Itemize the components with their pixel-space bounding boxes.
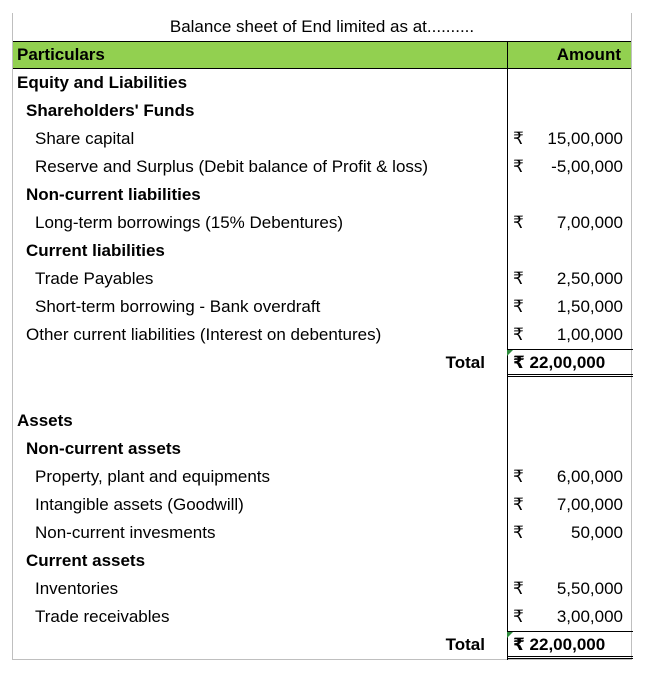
rupee-symbol: ₹ [513,607,524,626]
assets-total-value: ₹ 22,00,000 [513,635,606,654]
short-term-borrowing-amount [513,293,623,321]
rupee-symbol: ₹ [513,523,524,542]
share-capital-amount [513,125,623,153]
ppe-row [13,463,631,491]
liabilities-total-value: ₹ 22,00,000 [513,353,606,372]
shareholders-funds-heading: Shareholders' Funds [26,101,195,120]
sheet-title: Balance sheet of End limited as at.......... [169,17,475,36]
liabilities-total-row [13,349,631,377]
trade-payables-value: 2,50,000 [556,269,623,288]
intangible-row [13,491,631,519]
other-current-liabilities-value: 1,00,000 [556,325,623,344]
long-term-borrowings-label: Long-term borrowings (15% Debentures) [35,213,344,232]
trade-payables-row [13,265,631,293]
equity-liabilities-heading: Equity and Liabilities [17,73,188,92]
non-current-assets-row [13,435,631,463]
investments-row [13,519,631,547]
investments-value: 50,000 [571,523,623,542]
assets-total-row [13,631,631,659]
other-current-liabilities-amount [513,321,623,349]
long-term-borrowings-value: 7,00,000 [556,213,623,232]
header-row [13,41,631,69]
intangible-value: 7,00,000 [556,495,623,514]
receivables-label: Trade receivables [35,607,170,626]
investments-amount [513,519,623,547]
trade-payables-amount [513,265,623,293]
inventories-label: Inventories [35,579,119,598]
current-liabilities-heading: Current liabilities [26,241,165,260]
rupee-symbol: ₹ [513,213,524,232]
reserve-surplus-value: -5,00,000 [551,157,623,176]
other-current-liabilities-label: Other current liabilities (Interest on debentures) [26,325,382,344]
investments-label: Non-current invesments [35,523,216,542]
ppe-amount [513,463,623,491]
long-term-borrowings-row [13,209,631,237]
rupee-symbol: ₹ [513,297,524,316]
intangible-amount [513,491,623,519]
rupee-symbol: ₹ [513,325,524,344]
liabilities-total-cell [507,349,633,377]
reserve-surplus-row [13,153,631,181]
shareholders-funds-row [13,97,631,125]
share-capital-row [13,125,631,153]
short-term-borrowing-value: 1,50,000 [556,297,623,316]
assets-heading-row [13,407,631,435]
reserve-surplus-label: Reserve and Surplus (Debit balance of Profit & loss) [35,157,429,176]
liabilities-total-label: Total [445,353,485,372]
ppe-label: Property, plant and equipments [35,467,270,486]
receivables-row [13,603,631,631]
rupee-symbol: ₹ [513,269,524,288]
receivables-value: 3,00,000 [556,607,623,626]
rupee-symbol: ₹ [513,157,524,176]
rupee-symbol: ₹ [513,467,524,486]
rupee-symbol: ₹ [513,495,524,514]
rupee-symbol: ₹ [513,579,524,598]
current-liabilities-row [13,237,631,265]
share-capital-value: 15,00,000 [547,129,623,148]
inventories-value: 5,50,000 [556,579,623,598]
inventories-row [13,575,631,603]
balance-sheet [12,13,632,660]
non-current-liabilities-row [13,181,631,209]
trade-payables-label: Trade Payables [35,269,154,288]
short-term-borrowing-row [13,293,631,321]
assets-total-cell [507,631,633,659]
amount-header: Amount [556,45,621,64]
non-current-liabilities-heading: Non-current liabilities [26,185,201,204]
inventories-amount [513,575,623,603]
intangible-label: Intangible assets (Goodwill) [35,495,244,514]
current-assets-heading: Current assets [26,551,146,570]
receivables-amount [513,603,623,631]
long-term-borrowings-amount [513,209,623,237]
ppe-value: 6,00,000 [556,467,623,486]
rupee-symbol: ₹ [513,129,524,148]
non-current-assets-heading: Non-current assets [26,439,181,458]
reserve-surplus-amount [513,153,623,181]
short-term-borrowing-label: Short-term borrowing - Bank overdraft [35,297,321,316]
share-capital-label: Share capital [35,129,135,148]
assets-heading: Assets [17,411,73,430]
particulars-header: Particulars [17,45,105,64]
equity-liabilities-heading-row [13,69,631,97]
other-current-liabilities-row [13,321,631,349]
current-assets-row [13,547,631,575]
assets-total-label: Total [445,635,485,654]
